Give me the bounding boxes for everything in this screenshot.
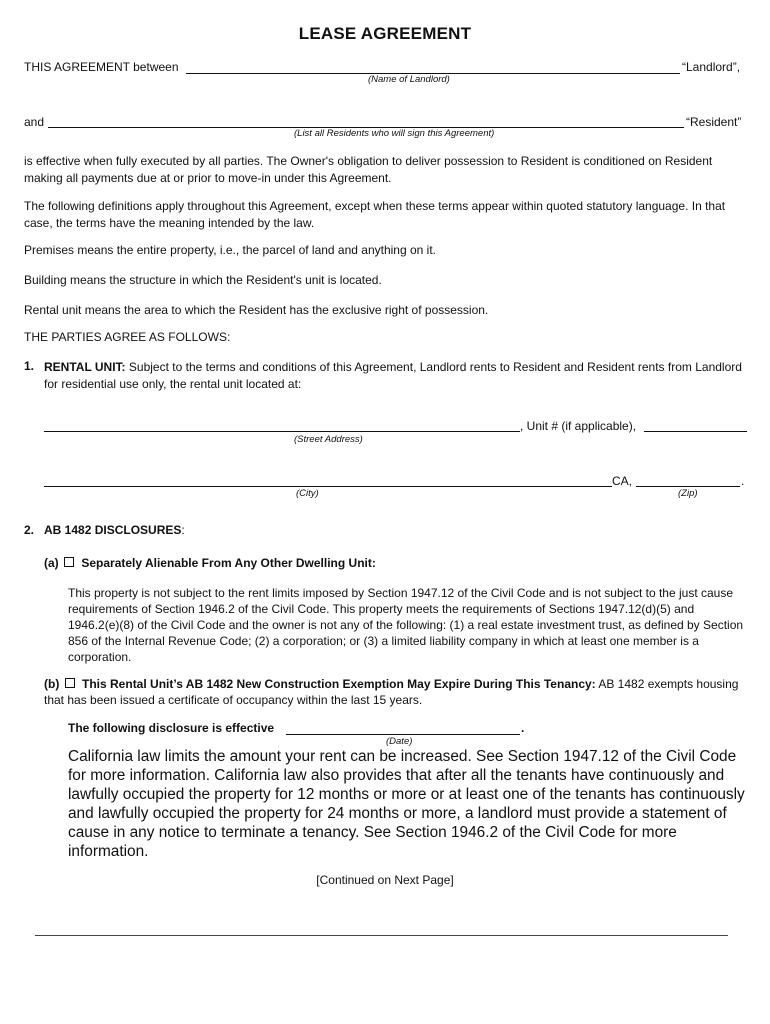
section-2-colon: :: [181, 523, 185, 537]
resident-tag: “Resident”: [686, 115, 742, 129]
option-a-label: (a): [44, 556, 59, 570]
effective-paragraph: is effective when fully executed by all parties. The Owner's obligation to deliver possession to Resident is conditioned on Resident making all payments due at or prior to move-in under this Agreement.: [24, 154, 713, 185]
building-definition: Building means the structure in which the Resident's unit is located.: [24, 273, 382, 287]
definitions-paragraph: The following definitions apply throughout this Agreement, except when these terms appear within quoted statutory language. In that case, the terms have the meaning intended by the law.: [24, 199, 726, 230]
option-b-heading: This Rental Unit’s AB 1482 New Construction Exemption May Expire During This Tenancy:: [82, 677, 596, 691]
city-caption: (City): [296, 488, 319, 499]
section-1-body: [44, 359, 744, 393]
and-label: and: [24, 115, 45, 129]
section-1-heading: RENTAL UNIT:: [44, 360, 126, 374]
zip-caption: (Zip): [678, 488, 698, 499]
document-title: LEASE AGREEMENT: [298, 24, 472, 43]
date-caption: (Date): [386, 736, 413, 747]
option-a-text: This property is not subject to the rent limits imposed by Section 1947.12 of the Civil Code and is not subject to the just cause requirements of Section 1946.2 of the Civil Code. This property meets the requirements of Sections 1947.12(d)(5) and 1946.2(e)(8) of the Civil Code and the owner is not any of the following: (1) a real estate investment trust, as defined by Section 856 of the Internal Revenue Code; (2) a corporation; or (3) a limited liability company in which at least one member is a corporation.: [68, 586, 744, 664]
option-b-text: AB 1482 exempts housing that has been issued a certificate of occupancy within the last 15 years.: [44, 677, 739, 707]
section-1-text: Subject to the terms and conditions of this Agreement, Landlord rents to Resident and Resident rents from Landlord for residential use only, the rental unit located at:: [44, 360, 742, 391]
resident-caption: (List all Residents who will sign this Agreement): [294, 128, 495, 139]
unit-number-field[interactable]: [644, 431, 747, 432]
landlord-tag: “Landlord”,: [682, 60, 741, 74]
section-2-title: [44, 523, 185, 537]
ca-label: CA,: [612, 474, 633, 488]
rental-unit-definition: Rental unit means the area to which the Resident has the exclusive right of possession.: [24, 303, 489, 317]
effective-period: .: [521, 721, 525, 735]
effective-label: The following disclosure is effective: [68, 721, 275, 735]
city-field[interactable]: [44, 486, 612, 487]
unit-label: , Unit # (if applicable),: [520, 419, 637, 433]
section-2-number: 2.: [24, 523, 35, 537]
option-b-label: (b): [44, 677, 60, 691]
option-b: [44, 676, 748, 708]
footer-rule: [35, 935, 728, 936]
between-label: THIS AGREEMENT between: [24, 60, 179, 74]
street-address-field[interactable]: [44, 431, 520, 432]
zip-field[interactable]: [636, 486, 740, 487]
option-a-checkbox[interactable]: [64, 557, 74, 567]
section-1-number: 1.: [24, 359, 35, 373]
section-2-heading: AB 1482 DISCLOSURES: [44, 523, 182, 537]
continued-note: [Continued on Next Page]: [316, 873, 454, 887]
landlord-caption: (Name of Landlord): [368, 74, 450, 85]
option-b-checkbox[interactable]: [65, 678, 75, 688]
option-a: [44, 556, 376, 570]
rent-law-notice: California law limits the amount your rent can be increased. See Section 1947.12 of the Civil Code for more information. California law also provides that after all the tenants have continuously and lawfully occupied the property for 12 months or more or at least one of the tenants has continuously and lawfully occupied the property for 24 months or more, a landlord must provide a statement of cause in any notice to terminate a tenancy. See Section 1946.2 of the Civil Code for more information.: [68, 748, 745, 860]
street-caption: (Street Address): [294, 434, 363, 445]
parties-agree-heading: THE PARTIES AGREE AS FOLLOWS:: [24, 330, 231, 344]
zip-period: .: [741, 474, 745, 488]
option-a-heading: Separately Alienable From Any Other Dwelling Unit:: [81, 556, 376, 570]
effective-date-field[interactable]: [286, 734, 520, 735]
premises-definition: Premises means the entire property, i.e., the parcel of land and anything on it.: [24, 243, 437, 257]
